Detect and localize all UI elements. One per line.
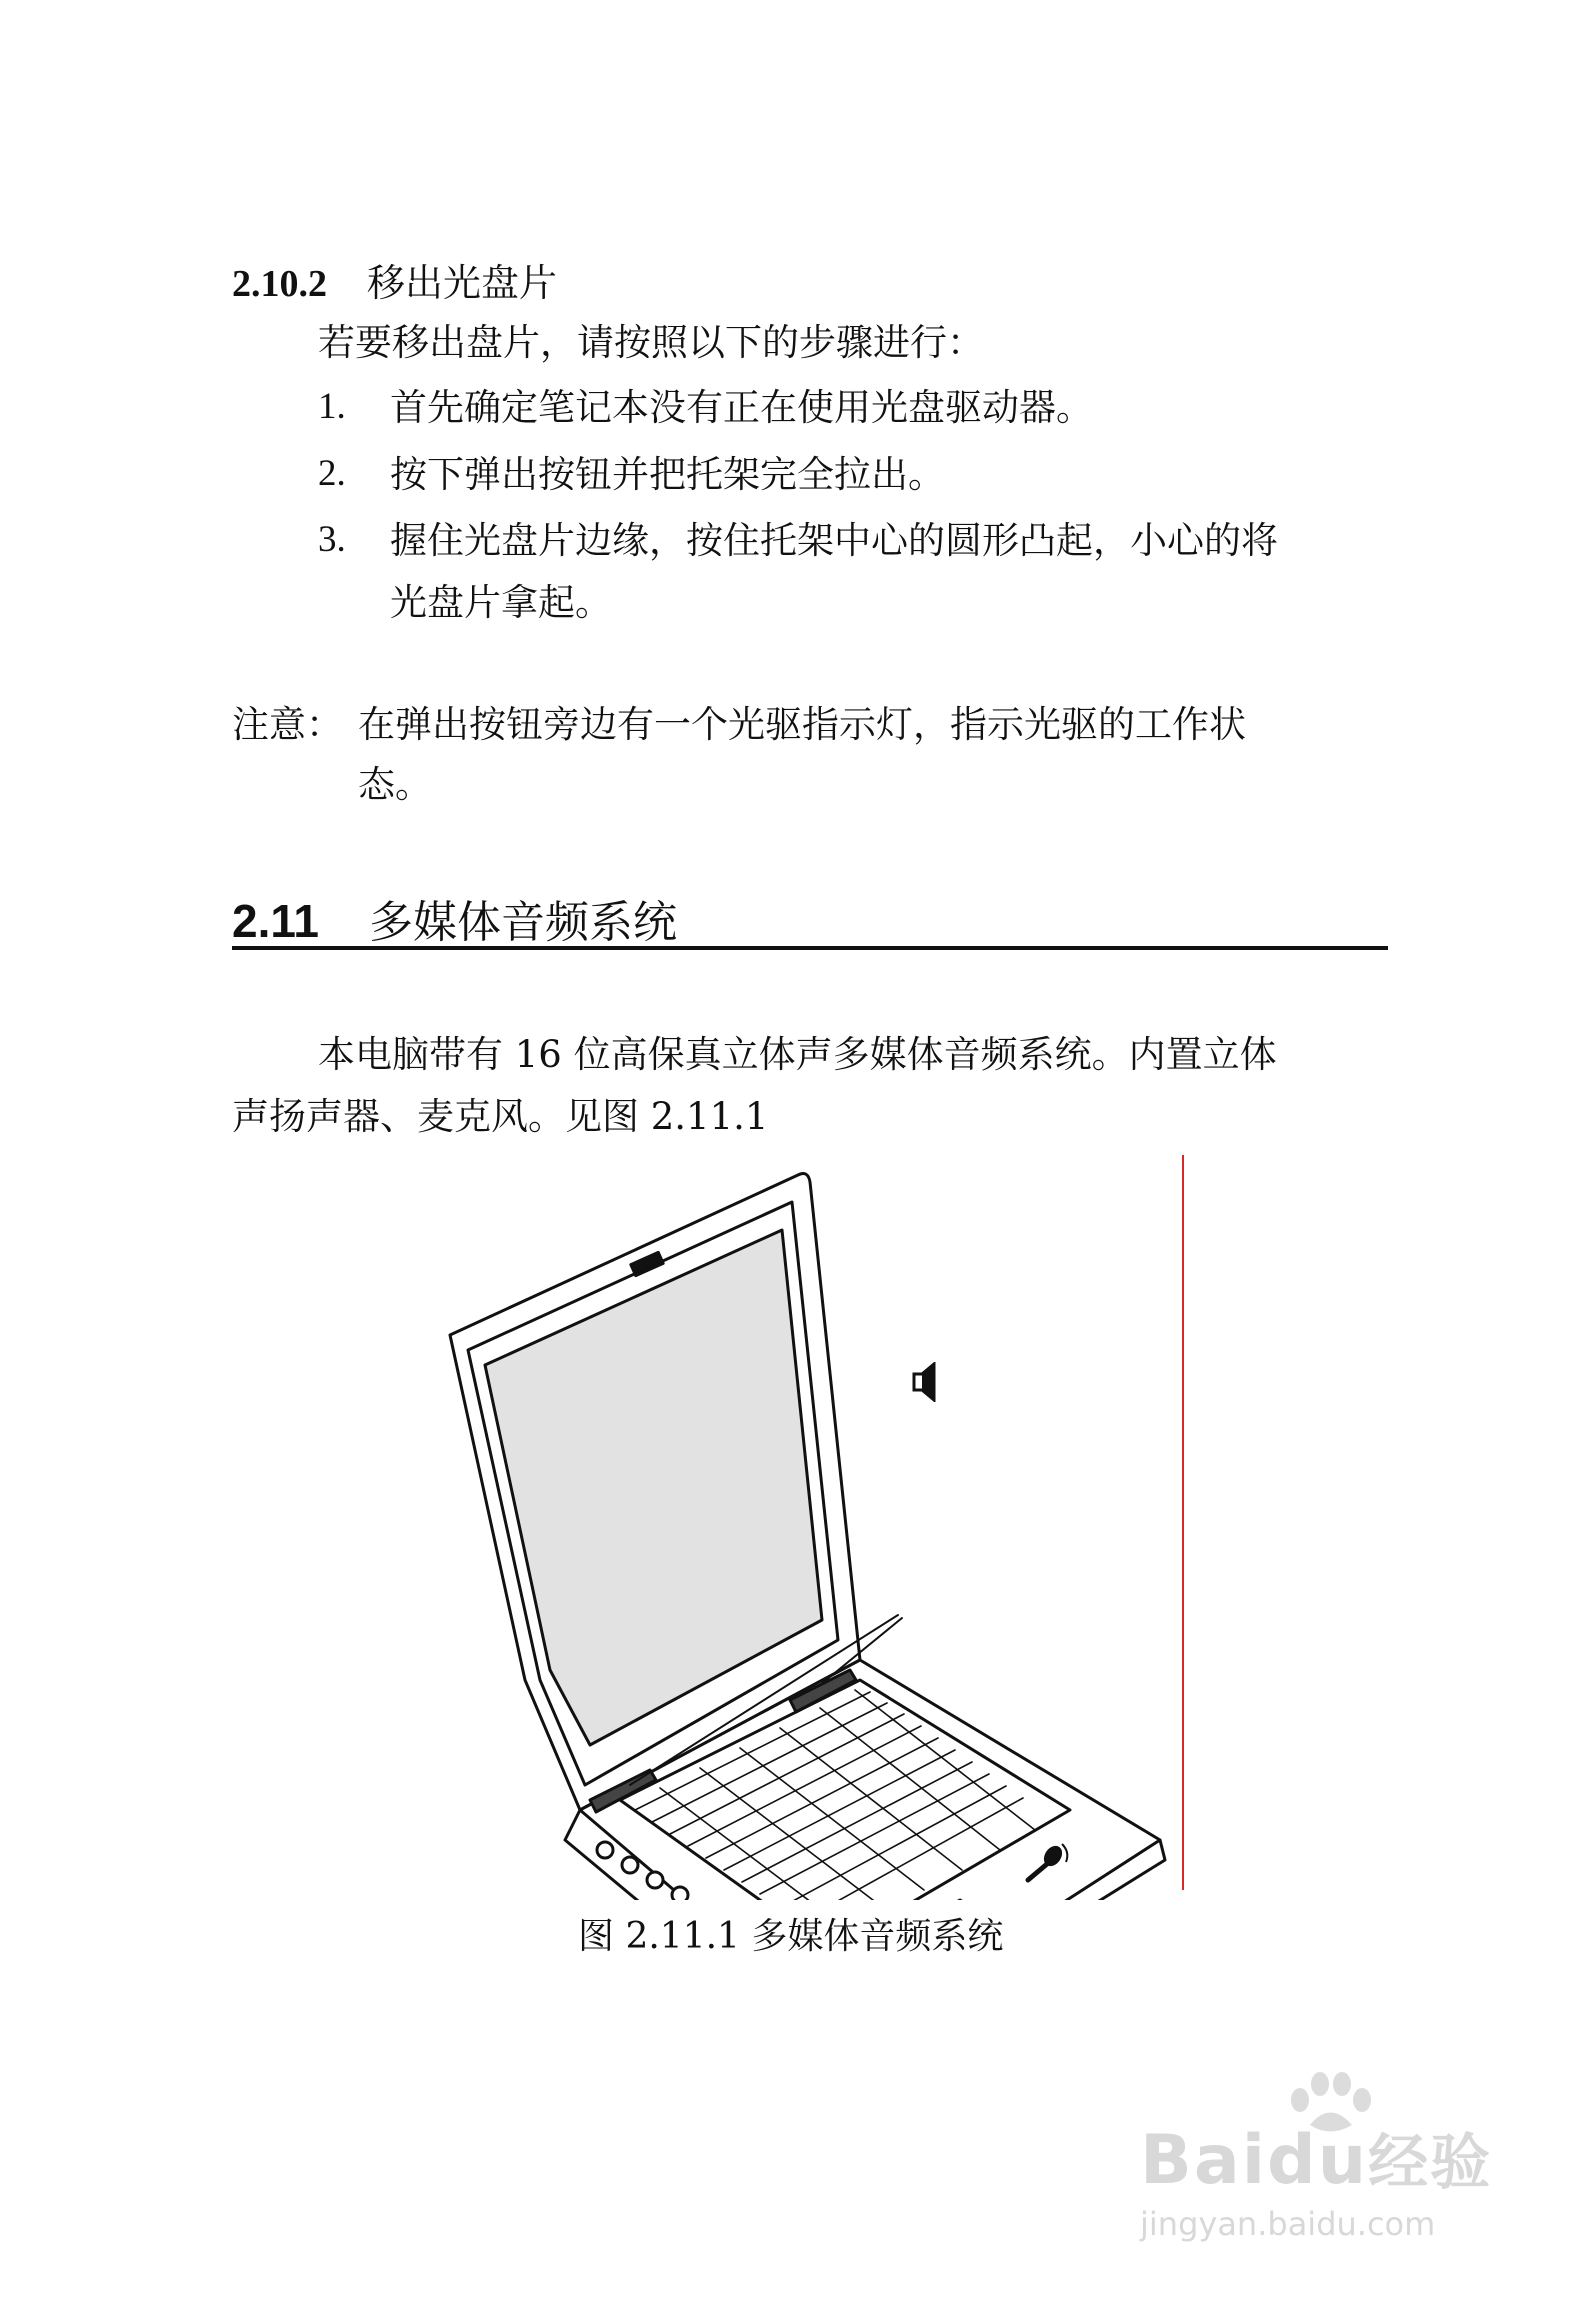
figure-caption: 图 2.11.1 多媒体音频系统	[578, 1916, 1004, 1957]
subsection-number: 2.10.2	[232, 263, 327, 305]
subsection-title: 移出光盘片	[367, 261, 558, 305]
note-label: 注意：	[232, 703, 343, 746]
list-item-text: 按下弹出按钮并把托架完全拉出。	[390, 453, 945, 496]
list-item	[318, 385, 346, 428]
microphone-icon	[1020, 1840, 1074, 1886]
list-item-text: 首先确定笔记本没有正在使用光盘驱动器。	[390, 386, 1093, 429]
watermark-brand-cn: 经验	[1368, 2128, 1493, 2198]
list-number: 1.	[318, 386, 346, 427]
note-text-continuation: 态。	[358, 763, 432, 806]
list-item	[318, 452, 346, 495]
watermark-brand-text: Baidu	[1140, 2121, 1369, 2200]
intro-text: 若要移出盘片，请按照以下的步骤进行：	[318, 321, 984, 364]
list-item	[318, 518, 346, 561]
section-number: 2.11	[232, 895, 319, 947]
laptop-illustration	[430, 1160, 1190, 1900]
section-title: 多媒体音频系统	[369, 897, 677, 948]
list-number: 3.	[318, 519, 346, 560]
watermark-brand	[1140, 2115, 1492, 2201]
section-heading	[232, 886, 1388, 950]
body-paragraph: 本电脑带有 16 位高保真立体声多媒体音频系统。内置立体	[318, 1033, 1277, 1076]
note-text: 在弹出按钮旁边有一个光驱指示灯，指示光驱的工作状	[358, 703, 1246, 746]
body-paragraph-continuation: 声扬声器、麦克风。见图 2.11.1	[232, 1095, 769, 1138]
speaker-icon	[912, 1362, 942, 1402]
list-item-continuation: 光盘片拿起。	[390, 581, 612, 624]
subsection-heading	[232, 252, 557, 307]
list-number: 2.	[318, 453, 346, 494]
list-item-text: 握住光盘片边缘，按住托架中心的圆形凸起，小心的将	[390, 519, 1278, 562]
watermark-url: jingyan.baidu.com	[1140, 2205, 1436, 2243]
